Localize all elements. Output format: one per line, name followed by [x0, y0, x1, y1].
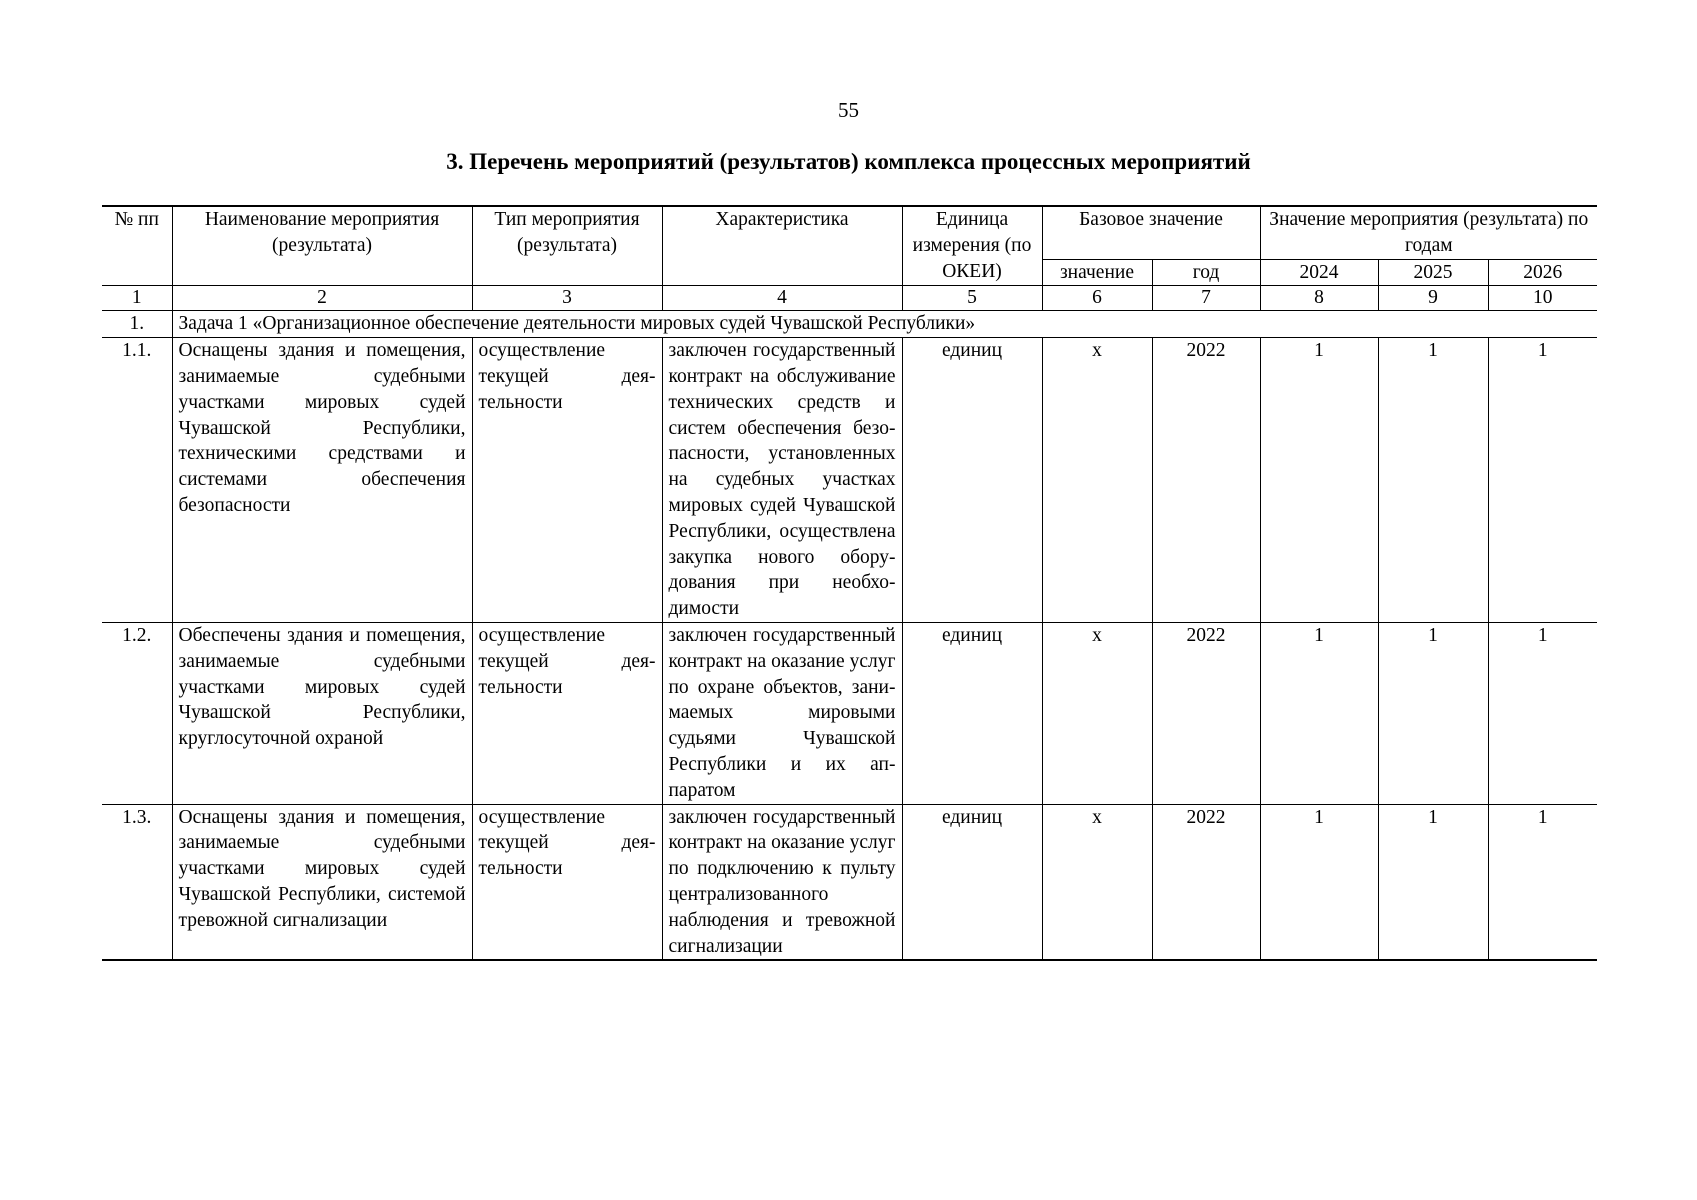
header-base: Базовое значение — [1042, 206, 1260, 259]
row-type: осуществление текущей деятельности — [472, 622, 662, 804]
row-num: 1.1. — [102, 338, 172, 623]
row-value-2024: 1 — [1260, 338, 1378, 623]
row-base-year: 2022 — [1152, 622, 1260, 804]
header-characteristic: Характеристика — [662, 206, 902, 286]
column-number: 10 — [1488, 286, 1597, 311]
row-value-2024: 1 — [1260, 622, 1378, 804]
row-base-value: х — [1042, 338, 1152, 623]
row-characteristic: заключен государственный контракт на оказание услуг по подключению к пульту централизованного наблюдения и тревожной сигнализации — [662, 804, 902, 960]
row-name: Оснащены здания и помещения, занимаемые судебными участками мировых судей Чувашской Республики, техническими средствами и системами обеспечения безопасности — [172, 338, 472, 623]
row-num: 1.2. — [102, 622, 172, 804]
header-name: Наименование мероприятия (результата) — [172, 206, 472, 286]
task-num: 1. — [102, 311, 172, 338]
column-number: 3 — [472, 286, 662, 311]
row-value-2026: 1 — [1488, 338, 1597, 623]
row-base-value: х — [1042, 804, 1152, 960]
header-by-years: Значение мероприятия (результата) по годам — [1260, 206, 1597, 259]
row-type: осуществление текущей деятельности — [472, 804, 662, 960]
column-numbers-row — [102, 286, 1597, 311]
table-row — [102, 338, 1597, 623]
column-number: 7 — [1152, 286, 1260, 311]
row-unit: единиц — [902, 804, 1042, 960]
row-unit: единиц — [902, 622, 1042, 804]
section-title: 3. Перечень мероприятий (результатов) комплекса процессных мероприятий — [446, 149, 1251, 174]
task-row — [102, 311, 1597, 338]
measures-table — [102, 205, 1597, 961]
header-num: № пп — [102, 206, 172, 286]
column-number: 6 — [1042, 286, 1152, 311]
row-name: Оснащены здания и помещения, занимаемые судебными участками мировых судей Чувашской Республики, системой тревожной сигнализации — [172, 804, 472, 960]
row-value-2025: 1 — [1378, 804, 1488, 960]
row-name: Обеспечены здания и помещения, занимаемые судебными участками мировых судей Чувашской Республики, круглосуточной охраной — [172, 622, 472, 804]
column-number: 5 — [902, 286, 1042, 311]
row-value-2024: 1 — [1260, 804, 1378, 960]
table-row — [102, 804, 1597, 960]
column-number: 1 — [102, 286, 172, 311]
column-number: 8 — [1260, 286, 1378, 311]
row-type: осуществление текущей деятельности — [472, 338, 662, 623]
row-base-value: х — [1042, 622, 1152, 804]
row-base-year: 2022 — [1152, 804, 1260, 960]
header-base-value: значение — [1042, 259, 1152, 286]
task-label: Задача 1 «Организационное обеспечение деятельности мировых судей Чувашской Республики» — [172, 311, 1597, 338]
column-number: 4 — [662, 286, 902, 311]
row-characteristic: заключен государственный контракт на обслуживание технических средств и систем обеспечения безопасности, установленных на судебных участках мировых судей Чувашской Республики, осуществлена закупка нового оборудования при необходимости — [662, 338, 902, 623]
header-type: Тип мероприятия (результата) — [472, 206, 662, 286]
row-base-year: 2022 — [1152, 338, 1260, 623]
header-year-2025: 2025 — [1378, 259, 1488, 286]
header-base-year: год — [1152, 259, 1260, 286]
row-value-2025: 1 — [1378, 622, 1488, 804]
row-unit: единиц — [902, 338, 1042, 623]
header-year-2024: 2024 — [1260, 259, 1378, 286]
column-number: 2 — [172, 286, 472, 311]
row-characteristic: заключен государственный контракт на оказание услуг по охране объектов, занимаемых мировыми судьями Чувашской Республики и их аппаратом — [662, 622, 902, 804]
row-value-2026: 1 — [1488, 622, 1597, 804]
table-row — [102, 622, 1597, 804]
row-value-2025: 1 — [1378, 338, 1488, 623]
page-number: 55 — [838, 98, 859, 122]
header-year-2026: 2026 — [1488, 259, 1597, 286]
header-unit: Единица измерения (по ОКЕИ) — [902, 206, 1042, 286]
column-number: 9 — [1378, 286, 1488, 311]
row-value-2026: 1 — [1488, 804, 1597, 960]
row-num: 1.3. — [102, 804, 172, 960]
